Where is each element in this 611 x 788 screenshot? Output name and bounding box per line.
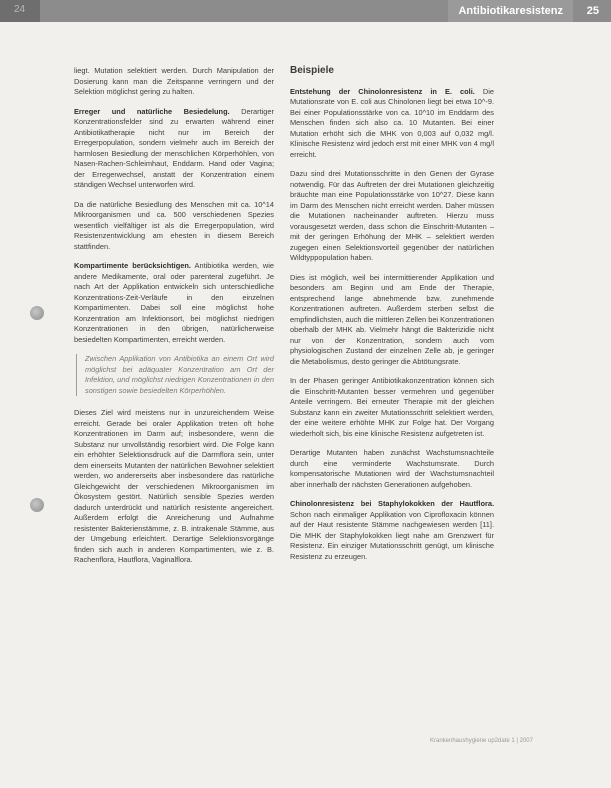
right-paragraph-3: Dies ist möglich, weil bei intermittierender Applikation und besonders am Beginn und am Ende der Therapie, entsprechend lange abnehmende bzw. zunehmende Konzentrationen auftreten. Außerdem sterben selbst die empfindlichsten, auch die mittleren Zellen bei Konzentrationen oberhalb der MHK ab. Vielmehr hängt die Bakterizidie nicht nur von der Konzentration, sondern auch vom physiologischen Zustand der einzelnen Zelle ab, je geringer die Metabolismus, desto geringer die Abtötungsrate. (290, 272, 494, 366)
section-label: Antibiotikaresistenz (448, 0, 573, 22)
left-column (74, 66, 274, 575)
right-paragraph-6-title: Chinolonresistenz bei Staphylokokken der Hautflora. (290, 499, 494, 508)
right-column (290, 66, 494, 571)
page-number: 25 (586, 5, 599, 17)
left-intro-paragraph: liegt. Mutation selektiert werden. Durch Manipulation der Dosierung kann man die Zeitspanne verringern und der Selektion möglichst gering zu halten. (74, 66, 274, 96)
binder-hole-top (30, 306, 44, 320)
right-paragraph-1 (290, 87, 494, 161)
left-paragraph-2: Da die natürliche Besiedlung des Menschen mit ca. 10^14 Mikroorganismen und ca. 500 verschiedenen Spezies wesentlich vielfältiger ist als die Erregerpopulation, wird Resistenzentwicklung am ehesten in diesem Bereich stattfinden. (74, 199, 274, 251)
left-paragraph-3 (74, 261, 274, 345)
right-paragraph-6-body: Schon nach einmaliger Applikation von Ciprofloxacin können auf der Haut resistente Stämme nachgewiesen werden [11]. Die MHK der Staphylokokken liegt nahe am Grenzwert für Resistenz. Ein einziger Mutationsschritt genügt, um klinische Resistenz zu erzeugen. (290, 509, 494, 561)
right-paragraph-5: Derartige Mutanten haben zunächst Wachstumsnachteile durch eine verminderte Wachstumsrate. Durch kompensatorische Mutationen wird der Wachstumsnachteil aber innerhalb der nächsten Generationen aufgehoben. (290, 448, 494, 489)
right-paragraph-6 (290, 499, 494, 562)
right-paragraph-1-title: Entstehung der Chinolonresistenz in E. coli. (290, 86, 475, 96)
left-paragraph-3-body: Antibiotika werden, wie andere Medikamente, oral oder parenteral zugeführt. Je nach Art der Applikation entwickeln sich unterschiedliche Konzentrations-Zeit-Verläufe in den einzelnen Kompartimenten. Dabei soll eine möglichst hohe Konzentration am Infektionsort, bei möglichst niedrigen Konzentrationen in den übrigen, natürlicherweise besiedelten Kompartimenten, erreicht werden. (74, 261, 274, 344)
pull-quote: Zwischen Applikation von Antibiotika an einem Ort wird möglichst bei adäquater Konzentration am Ort der Infektion, und möglichst niedrigen Konzentrationen in den sonstigen sowie besiedelten Körperhöhlen. (76, 354, 274, 396)
left-paragraph-1 (74, 107, 274, 191)
beispiele-heading: Beispiele (290, 65, 334, 76)
journal-footer: Krankenhaushygiene up2date 1 | 2007 (430, 738, 533, 744)
right-paragraph-1-body: Die Mutationsrate von E. coli aus Chinolonen liegt bei etwa 10^-9. Bei einer Populationsstärke von ca. 10^10 im Enddarm des Menschen finden sich also ca. 10 Mutanten. Bei einer Mutation erhöht sich die MHK von 0,003 auf 0,032 mg/l. Klinische Resistenz wird jedoch erst mit einer MHK von 4 mg/l erreicht. (290, 86, 494, 159)
header-bar (0, 0, 611, 22)
left-paragraph-3-title: Kompartimente berücksichtigen. (74, 261, 191, 270)
left-paragraph-4: Dieses Ziel wird meistens nur in unzureichendem Weise erreicht. Gerade bei oraler Applikation treten oft hohe Konzentrationen im Darm auf; insbesondere, wenn die Substanz nur unvollständig resorbiert wird. Die Folge kann ein erhöhter Selektionsdruck auf die Darmflora sein, unter dem einerseits Mutanten der natürlichen Bewohner selektiert werden, wo andererseits aber insbesondere das natürliche Gleichgewicht der verschiedenen Mikroorganismen im Ökosystem gestört. Natürlich sensible Spezies werden dadurch unterdrückt und natürlich resistente angereichert. Außerdem erfolgt die Anreicherung und Aufnahme resistenter Bakterienstämme, z. B. intrakenale Stämme, aus der Umgebung erleichtert. Derartige Selektionsvorgänge finden sich auch in anderen Kompartimenten, wie z. B. Rachenflora, Hautflora, Vaginalflora. (74, 408, 274, 564)
right-paragraph-4: In der Phasen geringer Antibiotikakonzentration können sich die Einschritt-Mutanten besser vermehren und gegenüber Anteile verringern. Bei erneuter Therapie mit der gleichen Substanz kann ein zweiter Mutationsschritt selektiert werden, der eine weitere erhöhte MHK zur Folge hat. Der Vorgang wiederholt sich, bis eine klinische Resistenz aufgetreten ist. (290, 376, 494, 438)
left-paragraph-1-body: Derartiger Konzentrationsfelder sind zu erwarten während einer Antibiotikatherapie nicht nur im Bereich der Erregerpopulation, sondern vielmehr auch im Bereich der harmlosen Besiedlung der menschlichen Körperhöhlen, von Nasen-Rachen-Schleimhaut, Enddarm. Hand oder Vagina; der Erregerwechsel, anstatt der Konzentration einem ständigen Wechsel unterworfen wird. (74, 106, 274, 189)
header-left-number: 24 (14, 4, 26, 15)
left-paragraph-1-title: Erreger und natürliche Besiedelung. (74, 106, 230, 116)
right-paragraph-2: Dazu sind drei Mutationsschritte in den Genen der Gyrase notwendig. Für das Auftreten der drei Mutationen gleichzeitig bräuchte man eine Populationsstärke von 10^27. Diese kann im Darm des Menschen nicht erreicht werden. Daher müssen die Mutationen nacheinander auftreten. Hierzu muss vorausgesetzt werden, dass schon die Einschritt-Mutanten – mit der geringen Erhöhung der MHK – selektiert werden zugegen einen Selektionsvorteil gegenüber der natürlichen Wildtyppopulation haben. (290, 169, 494, 262)
binder-hole-bottom (30, 498, 44, 512)
header-left-box (0, 0, 40, 22)
